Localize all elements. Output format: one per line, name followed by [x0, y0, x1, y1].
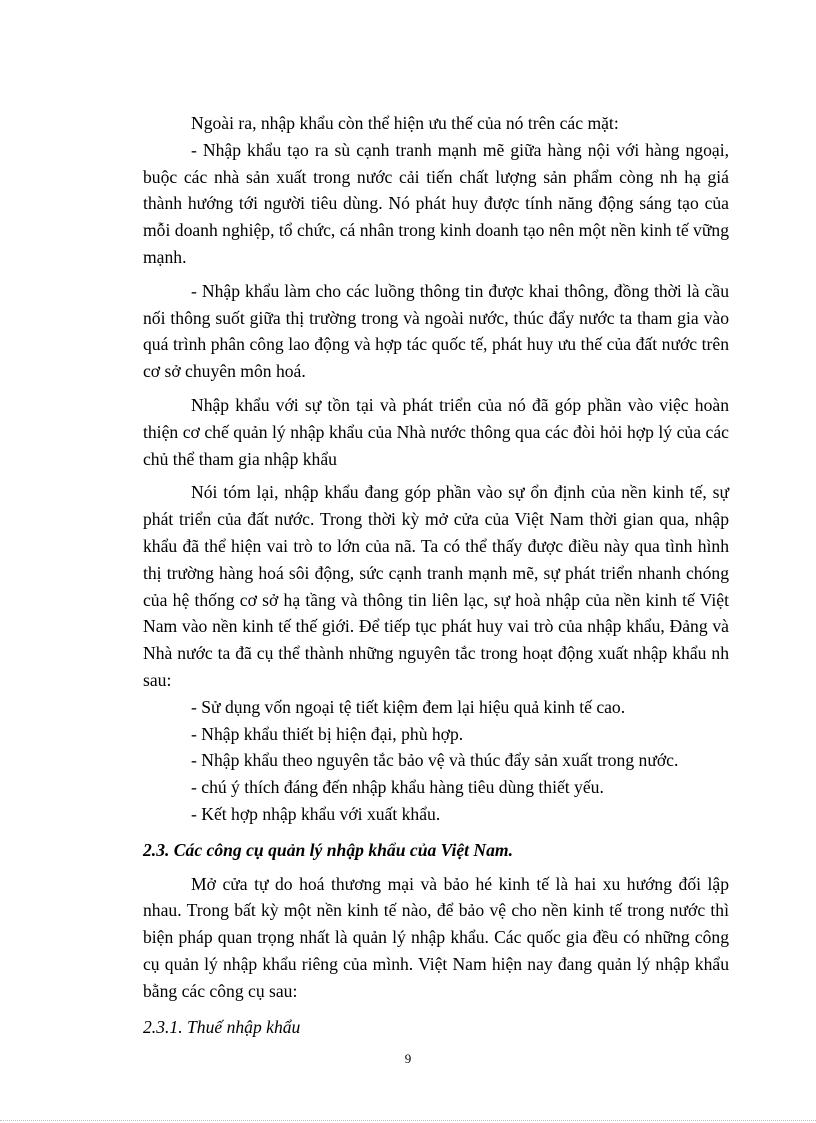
section-heading: 2.3. Các công cụ quản lý nhập khẩu của Việt Nam.	[143, 839, 514, 860]
paragraph-information: - Nhập khẩu làm cho các luồng thông tin được khai thông, đồng thời là cầu nối thông suốt giữa thị trường trong và ngoài nước, thúc đẩy nước ta tham gia vào quá trình phân công lao động và hợp tác quốc tế, phát huy ưu thế của đất nước trên cơ sở chuyên môn hoá.	[143, 280, 729, 382]
paragraph-intro: Ngoài ra, nhập khẩu còn thể hiện ưu thế của nó trên các mặt:	[191, 113, 619, 133]
list-item: - Kết hợp nhập khẩu với xuất khẩu.	[191, 803, 441, 824]
page-number: 9	[404, 1051, 412, 1066]
paragraph-import-tools: Mở cửa tự do hoá thương mại và bảo hé kinh tế là hai xu hướng đối lập nhau. Trong bất kỳ một nền kinh tế nào, để bảo vệ cho nền kinh tế trong nước thì biện pháp quan trọng nhất là quản lý nhập khẩu. Các quốc gia đều có những công cụ quản lý nhập khẩu riêng của mình. Việt Nam hiện nay đang quản lý nhập khẩu bằng các công cụ sau:	[143, 873, 729, 1001]
list-item: - chú ý thích đáng đến nhập khẩu hàng tiêu dùng thiết yếu.	[191, 777, 604, 798]
subsection-heading: 2.3.1. Thuế nhập khẩu	[143, 1016, 301, 1037]
paragraph-competition: - Nhập khẩu tạo ra sù cạnh tranh mạnh mẽ giữa hàng nội với hàng ngoại, buộc các nhà sản xuất trong nước cải tiến chất lượng sản phẩm còng nh hạ giá thành hướng tới người tiêu dùng. Nó phát huy được tính năng động sáng tạo của mỗi doanh nghiệp, tổ chức, cá nhân trong kinh doanh tạo nên một nền kinh tế vững mạnh.	[143, 139, 729, 267]
list-item: - Nhập khẩu thiết bị hiện đại, phù hợp.	[191, 723, 464, 744]
paragraph-summary: Nói tóm lại, nhập khẩu đang góp phần vào sự ổn định của nền kinh tế, sự phát triển của đất nước. Trong thời kỳ mở cửa của Việt Nam thời gian qua, nhập khẩu đã thể hiện vai trò to lớn của nã. Ta có thể thấy được điều này qua tình hình thị trường hàng hoá sôi động, sức cạnh tranh mạnh mẽ, sự phát triển nhanh chóng của hệ thống cơ sở hạ tầng và thông tin liên lạc, sự hoà nhập của nền kinh tế Việt Nam vào nền kinh tế thế giới. Để tiếp tục phát huy vai trò của nhập khẩu, Đảng và Nhà nước ta đã cụ thể thành những nguyên tắc trong hoạt động xuất nhập khẩu nh sau:	[143, 482, 729, 690]
list-item: - Nhập khẩu theo nguyên tắc bảo vệ và thúc đẩy sản xuất trong nước.	[191, 750, 679, 771]
page-bottom-divider	[0, 1120, 816, 1121]
list-item: - Sử dụng vốn ngoại tệ tiết kiệm đem lại hiệu quả kinh tế cao.	[191, 696, 626, 717]
page-content	[143, 110, 729, 1040]
paragraph-mechanism: Nhập khẩu với sự tồn tại và phát triển của nó đã góp phần vào việc hoàn thiện cơ chế quản lý nhập khẩu của Nhà nước thông qua các đòi hỏi hợp lý của các chủ thể tham gia nhập khẩu	[143, 394, 729, 469]
